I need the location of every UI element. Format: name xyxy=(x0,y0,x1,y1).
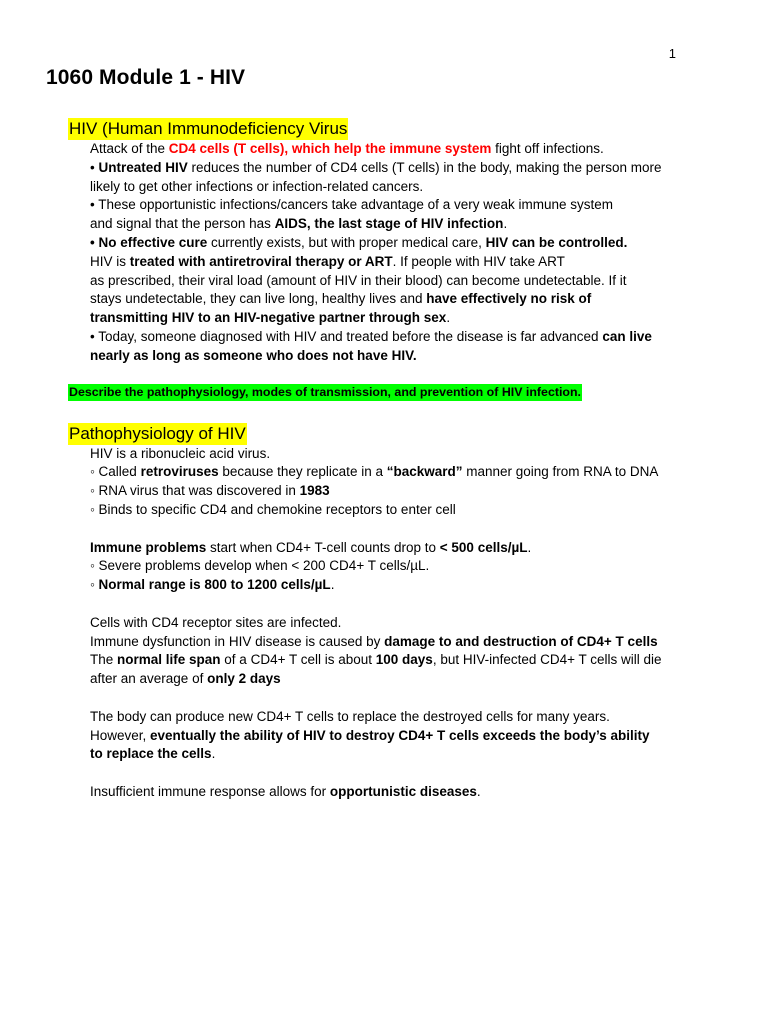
bullet-item: • No effective cure currently exists, but with proper medical care, HIV can be controlled. xyxy=(90,234,628,250)
section-hiv-overview xyxy=(68,118,688,366)
text-line: nearly as long as someone who does not have HIV. xyxy=(90,347,417,363)
text-line: Cells with CD4 receptor sites are infected. xyxy=(90,614,342,630)
bullet-item: • These opportunistic infections/cancers take advantage of a very weak immune system xyxy=(90,197,613,213)
text-line: to replace the cells. xyxy=(90,746,216,762)
bullet-item: ◦ RNA virus that was discovered in 1983 xyxy=(90,483,330,499)
text-line: HIV is treated with antiretroviral therapy or ART. If people with HIV take ART xyxy=(90,253,565,269)
spacer xyxy=(90,689,688,708)
hiv-overview-text xyxy=(90,140,688,366)
text-line: The normal life span of a CD4+ T cell is about 100 days, but HIV-infected CD4+ T cells will die xyxy=(90,652,662,668)
emphasis-red: CD4 cells (T cells), which help the immune system xyxy=(168,141,492,156)
document-body xyxy=(68,118,688,802)
text-line: transmitting HIV to an HIV-negative partner through sex. xyxy=(90,310,451,326)
text-line: stays undetectable, they can live long, healthy lives and have effectively no risk of xyxy=(90,291,592,307)
page-number: 1 xyxy=(668,46,676,61)
text-line: Insufficient immune response allows for opportunistic diseases. xyxy=(90,783,481,799)
text-line: likely to get other infections or infection-related cancers. xyxy=(90,178,424,194)
text-line: The body can produce new CD4+ T cells to replace the destroyed cells for many years. xyxy=(90,708,610,724)
text-line: Attack of the CD4 cells (T cells), which help the immune system fight off infections. xyxy=(90,141,604,156)
bullet-item: ◦ Called retroviruses because they replicate in a “backward” manner going from RNA to DNA xyxy=(90,464,659,480)
text-line: Immune dysfunction in HIV disease is caused by damage to and destruction of CD4+ T cells xyxy=(90,633,658,649)
spacer xyxy=(90,764,688,783)
text-line: Immune problems start when CD4+ T-cell counts drop to < 500 cells/µL. xyxy=(90,539,532,555)
bullet-item: ◦ Normal range is 800 to 1200 cells/µL. xyxy=(90,577,335,593)
objective-block xyxy=(68,366,688,401)
bullet-item: • Today, someone diagnosed with HIV and treated before the disease is far advanced can live xyxy=(90,328,652,344)
section-heading-hiv: HIV (Human Immunodeficiency Virus xyxy=(69,119,348,138)
section-pathophysiology xyxy=(68,423,688,802)
spacer xyxy=(90,595,688,614)
text-line: as prescribed, their viral load (amount of HIV in their blood) can become undetectable. If it xyxy=(90,272,627,288)
text-line: and signal that the person has AIDS, the last stage of HIV infection. xyxy=(90,216,508,232)
bullet-item: • Untreated HIV reduces the number of CD4 cells (T cells) in the body, making the person more xyxy=(90,159,662,175)
pathophysiology-text xyxy=(90,445,688,802)
text-line: However, eventually the ability of HIV to destroy CD4+ T cells exceeds the body’s ability xyxy=(90,727,650,743)
section-heading-pathophysiology: Pathophysiology of HIV xyxy=(69,423,246,443)
bullet-item: ◦ Severe problems develop when < 200 CD4+ T cells/µL. xyxy=(90,558,430,574)
text-line: after an average of only 2 days xyxy=(90,671,281,687)
learning-objective: Describe the pathophysiology, modes of transmission, and prevention of HIV infection. xyxy=(69,384,581,399)
text-line: HIV is a ribonucleic acid virus. xyxy=(90,445,271,461)
bullet-item: ◦ Binds to specific CD4 and chemokine receptors to enter cell xyxy=(90,501,456,517)
spacer xyxy=(90,520,688,539)
document-title: 1060 Module 1 - HIV xyxy=(46,66,246,89)
